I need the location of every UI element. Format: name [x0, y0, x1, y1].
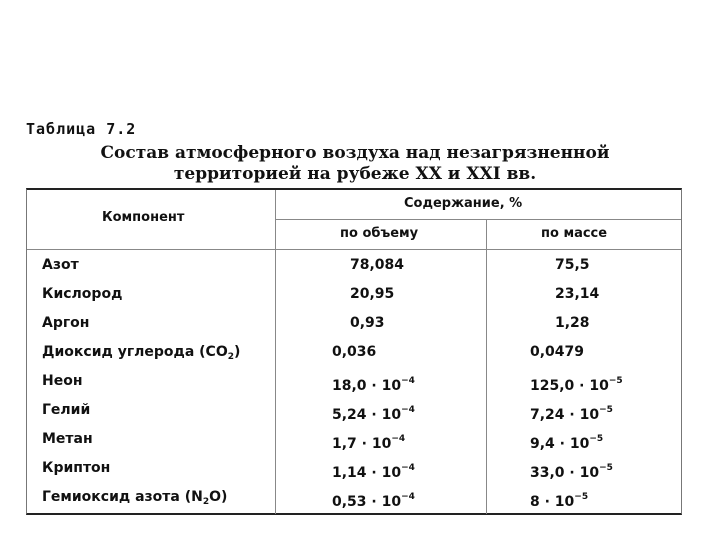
row-mass-value — [530, 401, 613, 424]
volume-value-text: 5,24 · 10 — [332, 407, 402, 423]
header-component: Компонент — [102, 210, 185, 225]
divider-vertical-left — [275, 190, 276, 250]
mass-exponent: −5 — [599, 405, 613, 415]
mass-exponent: −5 — [599, 463, 613, 473]
volume-exponent: −4 — [401, 463, 415, 473]
volume-value-text: 78,084 — [350, 257, 405, 273]
mass-exponent: −5 — [608, 376, 623, 386]
table-title-line2: территорией на рубеже XX и XXI вв. — [173, 164, 537, 184]
volume-value-text: 0,53 · 10 — [332, 494, 402, 510]
mass-value-text: 23,14 — [555, 286, 600, 302]
mass-value-text: 9,4 · 10 — [530, 436, 590, 452]
row-volume-value — [350, 314, 385, 332]
row-volume-value — [332, 430, 405, 453]
row-component-name — [42, 343, 240, 366]
component-name-text: Аргон — [42, 315, 90, 331]
row-volume-value — [332, 343, 376, 361]
component-name-subscript: 2 — [202, 497, 210, 507]
row-mass-value — [530, 372, 623, 395]
row-volume-value — [350, 256, 404, 274]
row-volume-value — [332, 459, 415, 482]
volume-exponent: −4 — [391, 434, 406, 444]
volume-value-text: 0,036 — [332, 344, 377, 360]
mass-value-text: 0,0479 — [530, 344, 585, 360]
mass-exponent: −5 — [589, 434, 604, 444]
component-name-text: Диоксид углерода (CO — [42, 344, 228, 360]
mass-value-text: 125,0 · 10 — [530, 378, 609, 394]
row-volume-value — [332, 401, 415, 424]
volume-exponent: −4 — [401, 492, 415, 502]
row-component-name — [42, 430, 93, 448]
row-component-name — [42, 488, 227, 511]
component-name-text: Азот — [42, 257, 79, 273]
row-component-name — [42, 401, 90, 419]
component-name-text: Гелий — [42, 402, 91, 418]
divider-body-middle — [486, 250, 487, 514]
row-volume-value — [350, 285, 394, 303]
volume-value-text: 1,14 · 10 — [332, 465, 402, 481]
row-mass-value — [530, 488, 588, 511]
component-name-text: Неон — [42, 373, 83, 389]
mass-value-text: 75,5 — [555, 257, 590, 273]
mass-value-text: 7,24 · 10 — [530, 407, 600, 423]
divider-body-left — [275, 250, 276, 514]
row-component-name — [42, 285, 122, 303]
row-mass-value — [555, 285, 599, 303]
table-title-line1: Состав атмосферного воздуха над незагрязненной — [100, 143, 610, 163]
row-mass-value — [555, 256, 590, 274]
volume-value-text: 18,0 · 10 — [332, 378, 402, 394]
row-volume-value — [332, 372, 415, 395]
mass-value-text: 8 · 10 — [530, 494, 575, 510]
row-mass-value — [530, 430, 603, 453]
volume-value-text: 1,7 · 10 — [332, 436, 392, 452]
mass-value-text: 1,28 — [555, 315, 590, 331]
header-content: Содержание, % — [404, 196, 523, 211]
row-component-name — [42, 314, 89, 332]
volume-value-text: 0,93 — [350, 315, 385, 331]
row-component-name — [42, 372, 83, 390]
mass-value-text: 33,0 · 10 — [530, 465, 600, 481]
divider-vertical-middle — [486, 220, 487, 250]
component-name-subscript: 2 — [227, 352, 234, 362]
row-mass-value — [555, 314, 590, 332]
header-by-volume: по объему — [340, 226, 419, 241]
header-by-mass: по массе — [541, 226, 608, 241]
component-name-text: Метан — [42, 431, 93, 447]
row-mass-value — [530, 459, 613, 482]
volume-exponent: −4 — [401, 405, 415, 415]
divider-header-bottom — [27, 249, 681, 250]
mass-exponent: −5 — [574, 492, 589, 502]
row-mass-value — [530, 343, 584, 361]
table-caption: Таблица 7.2 — [26, 120, 137, 138]
component-name-text: Гемиоксид азота (N — [42, 489, 203, 505]
component-name-end: ) — [233, 344, 241, 360]
component-name-text: Криптон — [42, 460, 111, 476]
row-component-name — [42, 459, 110, 477]
volume-exponent: −4 — [401, 376, 415, 386]
divider-header-sub — [275, 219, 681, 220]
row-component-name — [42, 256, 79, 274]
component-name-end: O) — [209, 489, 228, 505]
volume-value-text: 20,95 — [350, 286, 395, 302]
component-name-text: Кислород — [42, 286, 123, 302]
row-volume-value — [332, 488, 415, 511]
